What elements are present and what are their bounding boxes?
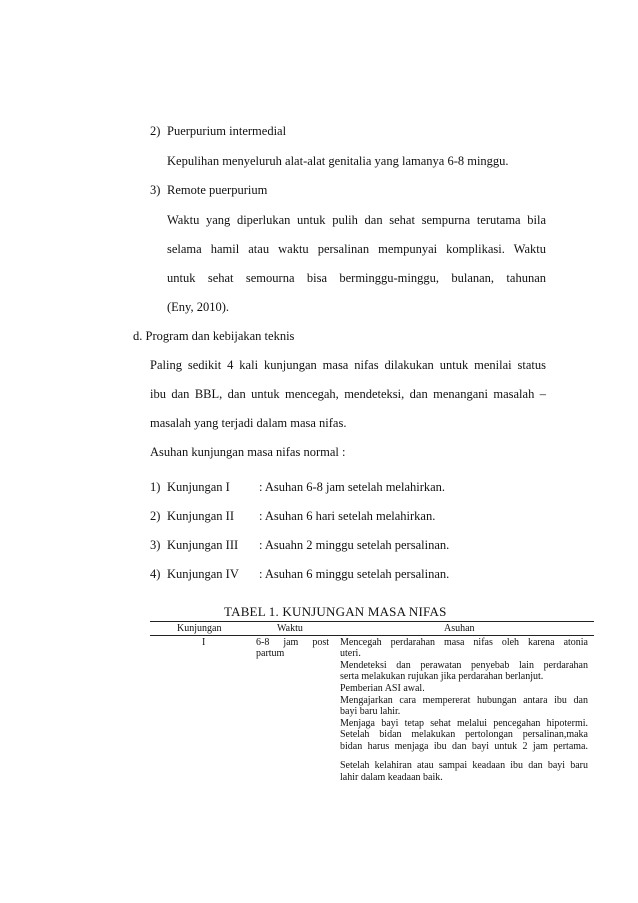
item-3-line-3: untuk sehat semourna bisa berminggu-minggu, bulanan, tahunan: [167, 271, 546, 285]
section-d-para-line-3: masalah yang terjadi dalam masa nifas.: [150, 416, 347, 430]
visit-3-name: Kunjungan III: [167, 538, 239, 552]
item-3-number: 3): [150, 183, 161, 197]
item-2-number: 2): [150, 124, 161, 138]
table-top-rule: [150, 621, 594, 622]
section-d-para-line-2: ibu dan BBL, dan untuk mencegah, mendeteksi, dan menangani masalah –: [150, 387, 546, 401]
cell-asuhan-line-1: Mencegah perdarahan masa nifas oleh karena atonia: [340, 637, 588, 648]
item-3-line-1: Waktu yang diperlukan untuk pulih dan sehat sempurna terutama bila: [167, 213, 546, 227]
item-2-text: Kepulihan menyeluruh alat-alat genitalia yang lamanya 6-8 minggu.: [167, 154, 509, 168]
item-3-line-4: (Eny, 2010).: [167, 300, 230, 314]
cell-asuhan-line-2: uteri.: [340, 648, 361, 659]
item-3-heading: Remote puerpurium: [167, 183, 268, 197]
item-2-heading: Puerpurium intermedial: [167, 124, 287, 138]
visit-3-number: 3): [150, 538, 161, 552]
cell-asuhan-line-3: Mendeteksi dan perawatan penyebab lain perdarahan: [340, 660, 588, 671]
visit-1-number: 1): [150, 480, 161, 494]
table-header-waktu: Waktu: [277, 623, 303, 634]
visit-2-number: 2): [150, 509, 161, 523]
visit-4-name: Kunjungan IV: [167, 567, 239, 581]
cell-asuhan-line-9: Setelah bidan melakukan pertolongan persalinan,maka: [340, 729, 588, 740]
visit-2-desc: : Asuhan 6 hari setelah melahirkan.: [259, 509, 436, 523]
section-d-subheading: Asuhan kunjungan masa nifas normal :: [150, 445, 346, 459]
visit-4-desc: : Asuhan 6 minggu setelah persalinan.: [259, 567, 450, 581]
visit-3-desc: : Asuahn 2 minggu setelah persalinan.: [259, 538, 450, 552]
table-title: TABEL 1. KUNJUNGAN MASA NIFAS: [224, 604, 447, 619]
cell-asuhan-line-10: bidan harus menjaga ibu dan bayi untuk 2 jam pertama.: [340, 741, 588, 752]
item-3-line-2: selama hamil atau waktu persalinan mempunyai komplikasi. Waktu: [167, 242, 546, 256]
visit-1-desc: : Asuhan 6-8 jam setelah melahirkan.: [259, 480, 446, 494]
table-header-kunjungan: Kunjungan: [177, 623, 222, 634]
cell-asuhan-line-7: bayi baru lahir.: [340, 706, 401, 717]
visit-1-name: Kunjungan I: [167, 480, 230, 494]
visit-2-name: Kunjungan II: [167, 509, 234, 523]
cell-waktu-line-1: 6-8 jam post: [256, 637, 329, 648]
cell-asuhan-line-5: Pemberian ASI awal.: [340, 683, 425, 694]
visit-4-number: 4): [150, 567, 161, 581]
table-header-asuhan: Asuhan: [444, 623, 475, 634]
cell-waktu-line-2: partum: [256, 648, 285, 659]
table-header-rule: [150, 635, 594, 636]
cell-asuhan-line-11: Setelah kelahiran atau sampai keadaan ibu dan bayi baru: [340, 760, 588, 771]
cell-asuhan-line-4: serta melakukan rujukan jika perdarahan berlanjut.: [340, 671, 544, 682]
cell-asuhan-line-12: lahir dalam keadaan baik.: [340, 772, 443, 783]
cell-kunjungan: I: [202, 637, 206, 648]
section-d-para-line-1: Paling sedikit 4 kali kunjungan masa nifas dilakukan untuk menilai status: [150, 358, 546, 372]
section-d-heading: d. Program dan kebijakan teknis: [133, 329, 295, 343]
cell-asuhan-line-6: Mengajarkan cara mempererat hubungan antara ibu dan: [340, 695, 588, 706]
cell-asuhan-line-8: Menjaga bayi tetap sehat melalui pencegahan hipotermi.: [340, 718, 588, 729]
